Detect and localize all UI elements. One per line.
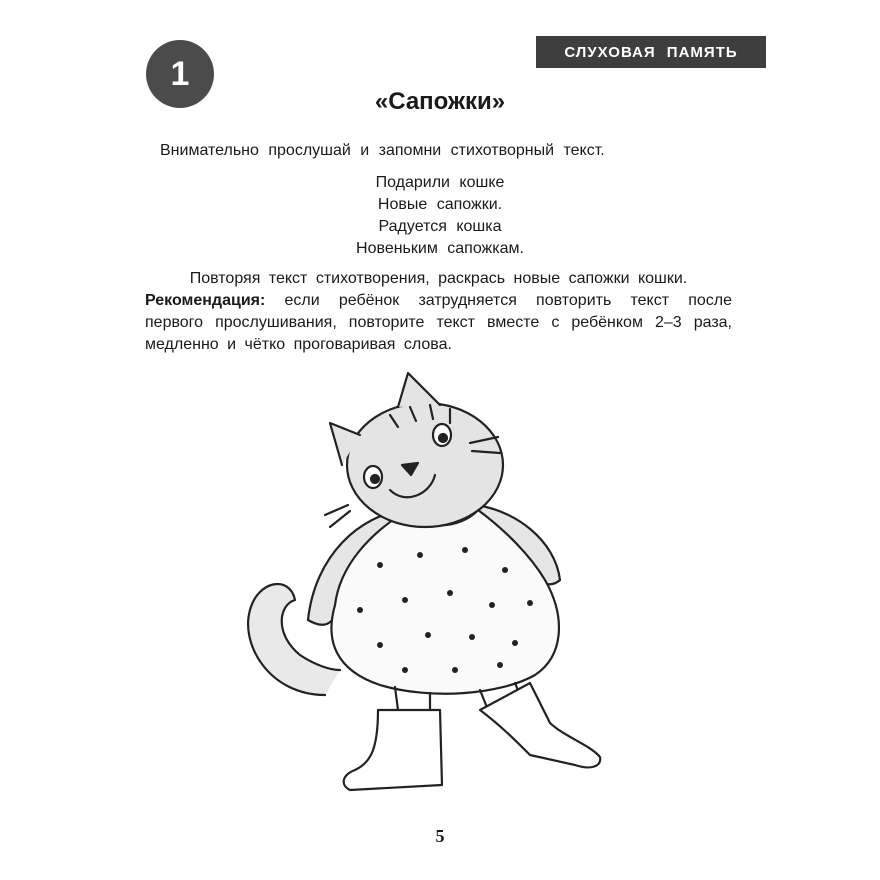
poem-line: Подарили кошке	[375, 174, 505, 191]
poem-line: Радуется кошка	[378, 218, 502, 235]
right-boot	[480, 683, 600, 767]
cat-head	[347, 403, 503, 527]
poem	[0, 172, 880, 260]
recommendation	[145, 290, 732, 356]
recommendation-label: Рекомендация:	[145, 292, 266, 309]
cat-in-boots-illustration	[230, 365, 650, 805]
task-text: Повторяя текст стихотворения, раскрась новые сапожки кошки.	[189, 270, 688, 287]
poem-line: Новые сапожки.	[377, 196, 503, 213]
section-tag	[536, 36, 766, 68]
poem-line: Новеньким сапожкам.	[356, 240, 524, 257]
recommendation-text: если ребёнок затрудняется повторить текст после первого прослушивания, повторите текст вместе с ребёнком 2–3 раза, медленно и чётко проговаривая слова.	[145, 292, 732, 353]
instruction-text: Внимательно прослушай и запомни стихотворный текст.	[160, 142, 605, 159]
body-text	[145, 268, 732, 356]
page-number: 5	[435, 826, 445, 846]
page-title: «Сапожки»	[374, 88, 506, 115]
cat-right-ear	[398, 373, 440, 407]
section-tag-label: СЛУХОВАЯ ПАМЯТЬ	[564, 43, 738, 61]
exercise-number: 1	[170, 54, 190, 93]
left-boot	[344, 710, 442, 790]
